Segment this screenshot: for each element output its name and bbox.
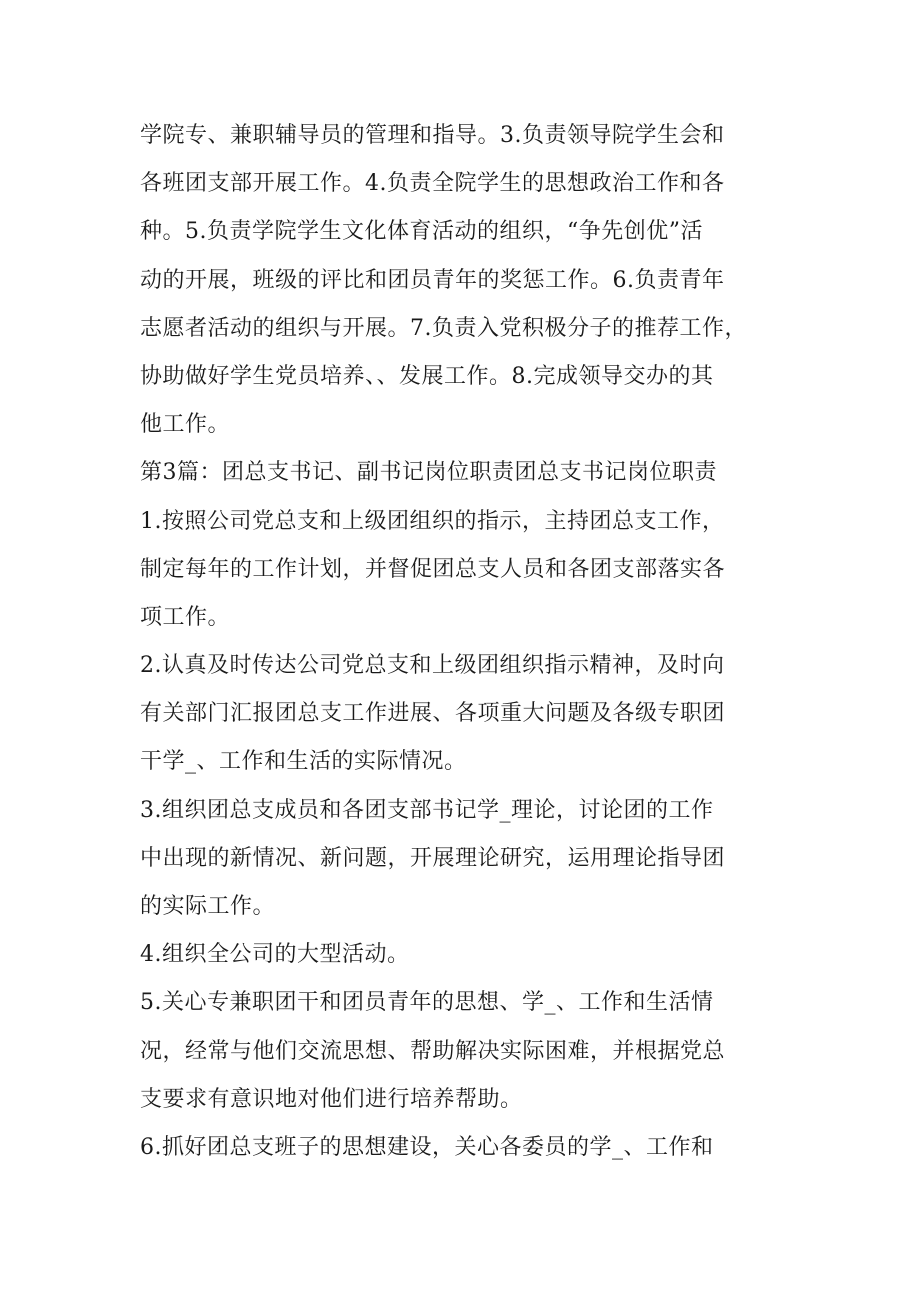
text-line: 6.抓好团总支班子的思想建设，关心各委员的学_、工作和	[140, 1134, 714, 1160]
text-line: 种。5.负责学院学生文化体育活动的组织，“争先创优”活	[140, 219, 703, 245]
text-line: 1.按照公司党总支和上级团组织的指示，主持团总支工作，	[140, 508, 725, 534]
text-line: 有关部门汇报团总支工作进展、各项重大问题及各级专职团	[140, 701, 726, 727]
text-line: 5.关心专兼职团干和团员青年的思想、学_、工作和生活情	[140, 990, 714, 1016]
text-line: 志愿者活动的组织与开展。7.负责入党积极分子的推荐工作，	[140, 315, 747, 341]
section-heading: 第3篇：团总支书记、副书记岗位职责团总支书记岗位职责	[140, 460, 717, 486]
text-line: 3.组织团总支成员和各团支部书记学_理论，讨论团的工作	[140, 797, 714, 823]
text-line: 况，经常与他们交流思想、帮助解决实际困难，并根据党总	[140, 1038, 726, 1064]
text-line: 制定每年的工作计划，并督促团总支人员和各团支部落实各	[140, 556, 726, 582]
text-line: 4.组织全公司的大型活动。	[140, 942, 410, 968]
text-line: 的实际工作。	[140, 894, 276, 919]
text-line: 干学_、工作和生活的实际情况。	[140, 749, 467, 775]
text-line: 项工作。	[140, 604, 231, 630]
text-line: 中出现的新情况、新问题，开展理论研究，运用理论指导团	[140, 845, 726, 871]
text-line: 学院专、兼职辅导员的管理和指导。3.负责领导院学生会和	[140, 123, 725, 148]
text-line: 他工作。	[140, 412, 231, 438]
text-line: 动的开展，班级的评比和团员青年的奖惩工作。6.负责青年	[140, 267, 725, 293]
text-line: 协助做好学生党员培养、、发展工作。8.完成领导交办的其	[140, 363, 714, 389]
document-body	[140, 112, 790, 1172]
text-line: 各班团支部开展工作。4.负责全院学生的思想政治工作和各	[140, 171, 725, 197]
text-line: 2.认真及时传达公司党总支和上级团组织指示精神，及时向	[140, 653, 725, 679]
text-line: 支要求有意识地对他们进行培养帮助。	[140, 1086, 523, 1112]
